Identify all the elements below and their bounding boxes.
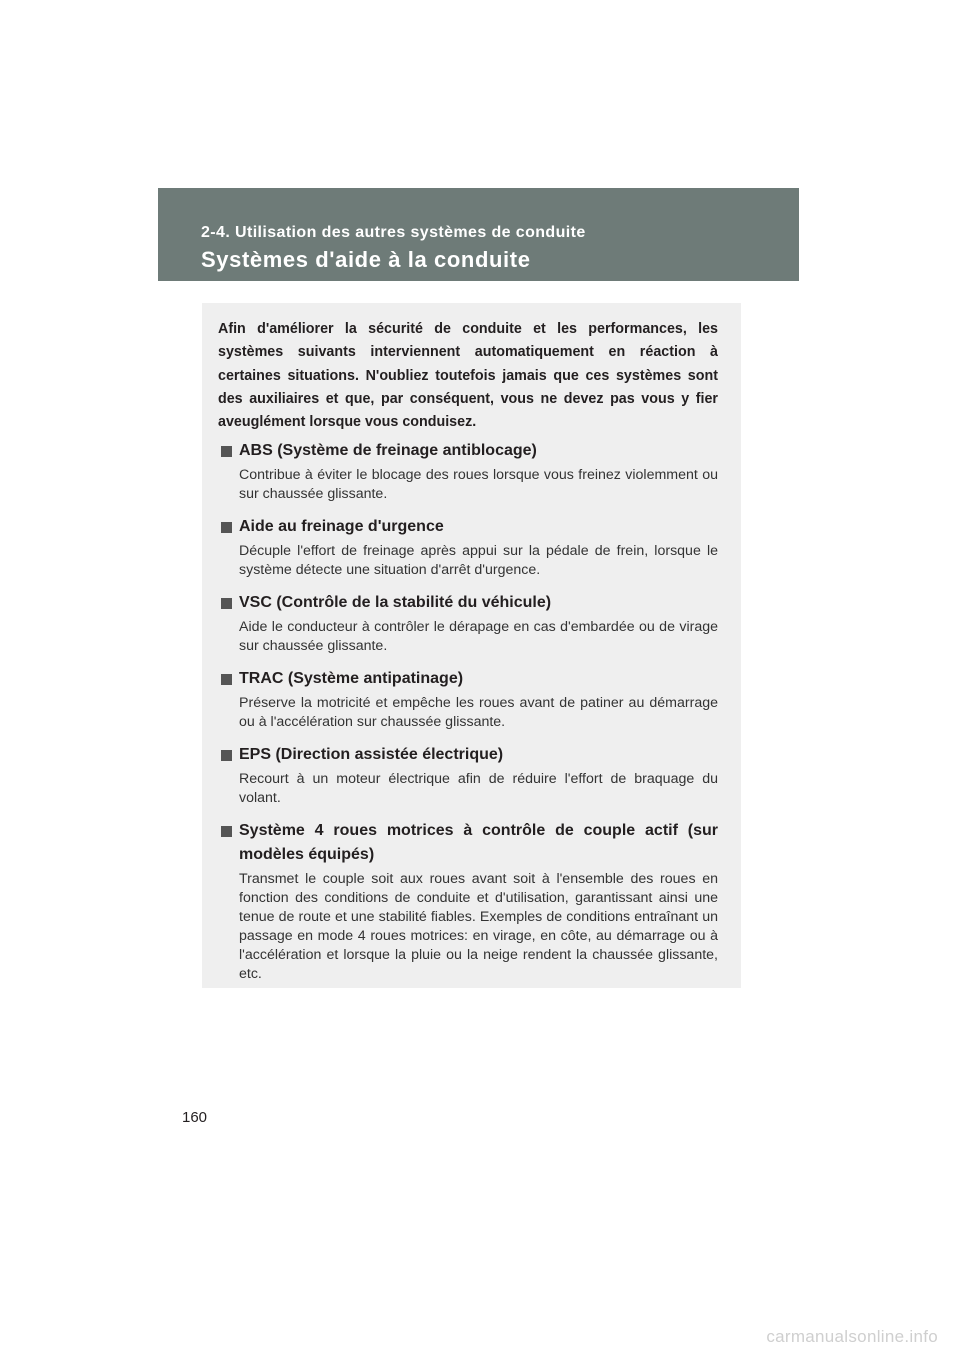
feature-heading-text: VSC (Contrôle de la stabilité du véhicule) [239,594,552,611]
feature-description: Aide le conducteur à contrôler le dérapage en cas d'embardée ou de virage sur chaussée glissante. [239,619,718,654]
feature-heading-text: Aide au freinage d'urgence [239,518,444,535]
content-box [202,303,741,988]
feature-description: Décuple l'effort de freinage après appui sur la pédale de frein, lorsque le système détecte une situation d'arrêt d'urgence. [239,543,718,578]
feature-heading-text: Système 4 roues motrices à contrôle de couple actif (sur modèles équipés) [239,822,718,863]
feature-item-eps [218,743,718,808]
watermark: carmanualsonline.info [766,1327,938,1346]
intro-paragraph: Afin d'améliorer la sécurité de conduite et les performances, les systèmes suivants interviennent automatiquement en réaction à certaines situations. N'oubliez toutefois jamais que ces systèmes sont des auxiliaires et que, par conséquent, vous ne devez pas vous y fier aveuglément lorsque vous conduisez. [218,321,718,431]
feature-heading [218,743,718,767]
feature-heading-text: EPS (Direction assistée électrique) [239,746,504,763]
feature-item-emergency-brake-assist [218,515,718,580]
feature-item-trac [218,667,718,732]
feature-heading-text: TRAC (Système antipatinage) [239,670,464,687]
feature-description: Recourt à un moteur électrique afin de réduire l'effort de braquage du volant. [239,771,718,806]
feature-description: Transmet le couple soit aux roues avant soit à l'ensemble des roues en fonction des conditions de conduite et d'utilisation, garantissant ainsi une tenue de route et une stabilité fiables. Exemples de conditions entraînant un passage en mode 4 roues motrices: en virage, en côte, au démarrage ou à l'accélération et lorsque la pluie ou la neige rendent la chaussée glissante, etc. [239,871,718,982]
square-bullet-icon [221,598,232,609]
feature-list [218,439,718,995]
section-header [158,188,799,281]
square-bullet-icon [221,826,232,837]
square-bullet-icon [221,750,232,761]
page-title: Systèmes d'aide à la conduite [201,247,531,272]
feature-heading [218,591,718,615]
square-bullet-icon [221,674,232,685]
feature-description: Préserve la motricité et empêche les roues avant de patiner au démarrage ou à l'accélération sur chaussée glissante. [239,695,718,730]
feature-heading [218,439,718,463]
feature-item-4wd-active-torque [218,819,718,984]
feature-heading-text: ABS (Système de freinage antiblocage) [239,442,537,459]
feature-item-vsc [218,591,718,656]
square-bullet-icon [221,522,232,533]
page-number: 160 [182,1109,208,1126]
feature-heading [218,819,718,867]
feature-heading [218,515,718,539]
square-bullet-icon [221,446,232,457]
feature-description: Contribue à éviter le blocage des roues lorsque vous freinez violemment ou sur chaussée glissante. [239,467,718,502]
section-number: 2-4. Utilisation des autres systèmes de conduite [201,224,586,241]
feature-item-abs [218,439,718,504]
feature-heading [218,667,718,691]
